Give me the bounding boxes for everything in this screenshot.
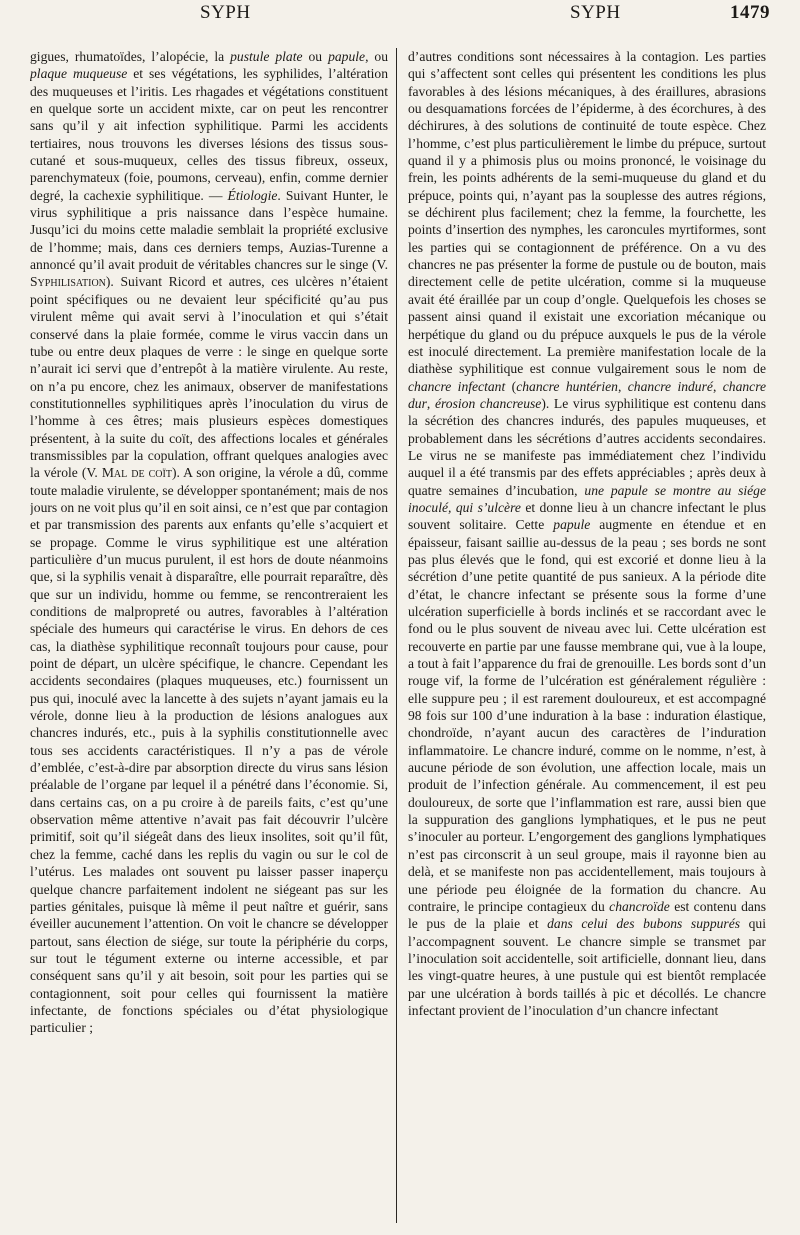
running-head-right: SYPH	[570, 2, 621, 23]
page-number: 1479	[730, 2, 770, 23]
right-column-text	[408, 48, 766, 1019]
text-run: . Suivant Hunter, le virus syphilitique a pris naissance dans l’espèce humaine. Jusqu’ici du moins cette maladie semblait la propriété exclusive de l’homme; mais, dans ces derniers temps, Auzias-Turenne a annoncé qu’il avait produit de véritables chancres sur le singe (V.	[30, 187, 388, 273]
text-run: gigues, rhumatoïdes, l’alopécie, la	[30, 49, 231, 64]
italic-term: papule	[328, 49, 366, 64]
italic-term: chancre dur	[408, 378, 766, 411]
page-header	[30, 2, 780, 42]
text-run: et donne lieu à un chancre infectant le plus souvent solitaire. Cette	[408, 499, 766, 533]
italic-term: chancroïde	[609, 898, 670, 914]
italic-term: Étiologie	[227, 187, 278, 203]
cross-reference: Mal de coït	[101, 465, 172, 481]
text-run: augmente en étendue et en épaisseur, faisant saillie au-dessus de la peau ; ses bords ne sont pas plus élevés que le fond, qui est excorié et donne lieu à la sécrétion d’une petite quantité de pus sanieux. A la période dite d’état, le chancre infectant se présente sous la forme d’une ulcération superficielle à bords inclinés et se raccordant avec le fond ou le plus souvent de niveau avec lui. Cette ulcération est recouverte en partie par une fausse membrane qui, vue à la loupe, a tout à fait l’apparence du frai de grenouille. Les bords sont d’un rouge vif, la forme de l’ulcération est généralement régulière : elle suppure peu ; il est rarement douloureux, et est accompagné 98 fois sur 100 d’une induration à la base : induration élastique, chondroïde, n’ayant aucun des caractères de l’induration inflammatoire. Le chancre induré, comme on le nomme, n’est, à aucune période de son évolution, une affection locale, mais un produit de l’infection générale. Au commencement, il est peu douloureux, de sorte que l’inflammation est rare, aussi bien que la suppuration des ganglions lymphatiques, et le pus ne peut s’inoculer au porteur. L’engorgement des ganglions lymphatiques n’est pas circonscrit à un seul groupe, mais il rayonne bien au delà, et se manifeste non pas accidentellement, mais toujours à une période peu éloignée de la formation du chancre. Au contraire, le principe contagieux du	[408, 517, 766, 914]
right-column	[408, 48, 766, 1223]
left-column-text	[30, 48, 388, 1037]
text-run: qui l’accompagnent souvent. Le chancre simple se transmet par l’inoculation soit accidentelle, soit artificielle, donnant lieu, dans les vingt-quatre heures, à une pustule qui est bientôt remplacée par une ulcération à bords taillés à pic et décollés. Le chancre infectant provient de l’inoculation d’un chancre infectant	[408, 916, 766, 1018]
italic-term: chancre huntérien	[516, 378, 618, 394]
text-columns	[30, 48, 780, 1223]
italic-term: dans celui des bubons suppurés	[547, 916, 741, 932]
text-run: est contenu dans le pus de la plaie et	[408, 898, 766, 932]
italic-term: une papule se montre au siége inoculé, qui s’ulcère	[408, 482, 766, 515]
italic-term: chancre infectant	[408, 378, 506, 394]
text-run: ou	[302, 49, 329, 64]
text-run: ). Le virus syphilitique est contenu dans la sécrétion des chancres indurés, des papules muqueuses, et probablement dans les sécrétions d’autres accidents secondaires. Le virus ne se manifeste pas immédiatement chez l’individu auquel il a été transmis par des effets appréciables ; après deux à quatre semaines d’incubation,	[408, 395, 766, 498]
text-run: ,	[712, 378, 723, 394]
column-divider	[396, 48, 397, 1223]
text-run: et ses végétations, les syphilides, l’altération des muqueuses et l’iritis. Les rhagades et végétations constituent en quelque sorte un accident mixte, car on peut les rencontrer sans qu’il y ait infection syphilitique. Parmi les accidents tertiaires, nous trouvons les diverses lésions des tissus sous-cutané et sous-muqueux, celles des tissus fibreux, osseux, parenchymateux (foie, poumons, cerveau), enfin, comme dernier degré, la cachexie syphilitique. —	[30, 66, 388, 203]
italic-term: papule	[553, 517, 591, 533]
italic-term: chancre induré	[627, 378, 713, 394]
italic-term: plaque muqueuse	[30, 66, 128, 82]
italic-term: érosion chancreuse	[434, 395, 542, 411]
text-run: (	[505, 378, 517, 394]
running-head-left: SYPH	[200, 2, 251, 23]
text-run: d’autres conditions sont nécessaires à la contagion. Les parties qui s’affectent sont celles qui présentent les conditions les plus favorables à des lésions mécaniques, à des éraillures, abrasions ou desquamations forcées de l’épiderme, à des écorchures, à des déchirures, à des solutions de continuité de toute espèce. Chez l’homme, c’est plus particulièrement le limbe du prépuce, surtout quand il y a phimosis plus ou moins prononcé, le voisinage du frein, les points adhérents de la semi-muqueuse du gland et du prépuce, points qui, n’ayant pas la souplesse des autres régions, se déchirent plus facilement; chez la femme, la fourchette, les points d’insertion des nymphes, les caroncules myrtiformes, sont les parties qui se contagionnent de préférence. On a vu des chancres ne pas présenter la forme de pustule ou de bouton, mais directement celle de petite ulcération, comme si la muqueuse avait été éraillée par un coup d’ongle. Quelquefois les choses se passent ainsi quand il existait une excoriation mécanique ou herpétique du gland ou du prépuce auxquels le pus de la vérole est inoculé directement. La première manifestation locale de la diathèse syphilitique est connue vulgairement sous le nom de	[408, 49, 766, 377]
text-run: ). Suivant Ricord et autres, ces ulcères n’étaient point spécifiques ou ne devaient leur spécificité qu’au pus virulent même qui avait servi à l’inoculation et qui s’était conservé dans la plaie formée, comme le virus vaccin dans un tube ou entre deux plaques de verre : le singe en quelque sorte n’aurait ici servi que d’entrepôt à la matière virulente. Au reste, on n’a pu encore, chez les animaux, observer de manifestations constitutionnelles syphilitiques après l’inoculation du virus de l’homme à ces êtres; mais plusieurs espèces domestiques présentent, à la suite du coït, des affections locales et générales transmissibles par la copulation, offrant quelques analogies avec la vérole (V.	[30, 274, 388, 481]
text-run: ). A son origine, la vérole a dû, comme toute maladie virulente, se développer spontanément; mais de nos jours on ne voit plus qu’il en soit ainsi, ce n’est que par contagion et par transmission des parents aux enfants qu’elle s’acquiert et se propage. Comme le virus syphilitique est une altération particulière d’un mucus purulent, il est hors de doute néanmoins que, si la syphilis venait à disparaître, elle pourrait reparaître, dès que sur un individu, homme ou femme, se rencontreraient les conditions de malpropreté ou autres, favorables à l’altération spéciale des humeurs qui caractérise le virus. En dehors de ces cas, la diathèse syphilitique reconnaît toujours pour cause, pour point de départ, un ulcère spécifique, le chancre. Cependant les accidents secondaires (plaques muqueuses, etc.) fournissent un pus qui, inoculé avec la lancette à des sujets n’ayant jamais eu la vérole, donne lieu à la production de lésions analogues aux chancres indurés, etc., puis à la syphilis constitutionnelle avec tous ses accidents caractéristiques. Il n’y a pas de vérole d’emblée, c’est-à-dire par absorption directe du virus sans lésion préalable de l’organe par lequel il a pénétré dans l’économie. Si, dans certains cas, on a pu croire à de pareils faits, c’est qu’une observation même attentive n’avait pas fait découvrir l’ulcère primitif, soit qu’il siégeât dans des lieux insolites, soit qu’il fût, chez la femme, caché dans les replis du vagin ou sur le col de l’utérus. Les malades ont souvent pu laisser passer inaperçu quelque chancre parfaitement indolent ne siégeant pas sur les parties génitales, puisque là même il peut naître et guérir, sans éveiller aucunement l’attention. On voit le chancre se développer partout, sans élection de siége, sur toute la périphérie du corps, sur tout le tégument externe ou interne accessible, et par conséquent sans qu’il y ait besoin, soit pour les parties qui se contagionnent, soit pour celles qui fournissent la matière infectante, de fonctions spéciales ou d’état physiologique particulier ;	[30, 465, 388, 1036]
left-column	[30, 48, 388, 1223]
text-run: , ou	[365, 49, 388, 64]
italic-term: pustule plate	[230, 49, 303, 64]
text-run: ,	[617, 378, 628, 394]
cross-reference: Syphilisation	[30, 274, 106, 290]
text-run: ,	[426, 395, 435, 411]
